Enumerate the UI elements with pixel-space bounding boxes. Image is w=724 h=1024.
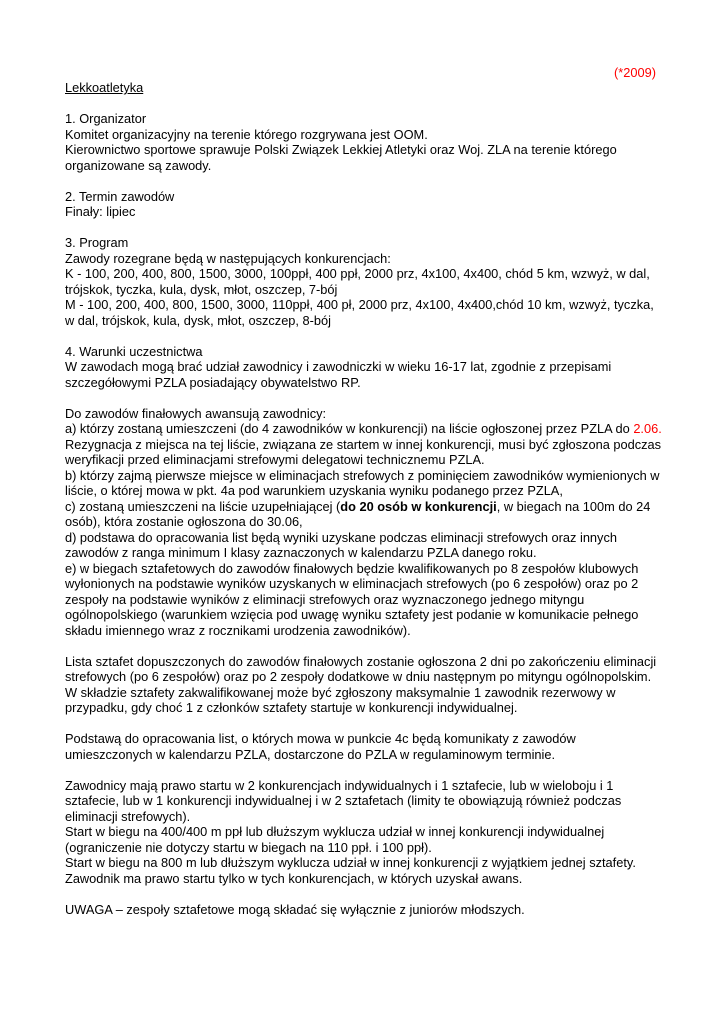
document-body [65, 80, 665, 917]
condition-c-bold: do 20 osób w konkurencji [340, 498, 497, 514]
advance-paragraph: Zawodnik ma prawo startu tylko w tych konkurencjach, w których uzyskał awans. [65, 870, 523, 886]
conditions-intro: W zawodach mogą brać udział zawodnicy i zawodniczki w wieku 16-17 lat, zgodnie z przepisami szczegółowymi PZLA posiadający obywatelstwo RP. [65, 359, 612, 390]
program-heading: 3. Program [65, 235, 129, 250]
condition-a [65, 421, 665, 468]
document-title: Lekkoatletyka [65, 80, 144, 95]
condition-c-text-2: , w biegach na 100m do 24 osób), która zostanie ogłoszona do 30.06, [65, 498, 651, 529]
relay-list-paragraph: Lista sztafet dopuszczonych do zawodów finałowych zostanie ogłoszona 2 dni po zakończeniu eliminacji strefowych (po 6 zespołów) oraz po 2 zespoły dodatkowe w dniu następnym po mityngu ogólnopolskim. [65, 653, 657, 684]
condition-e: e) w biegach sztafetowych do zawodów finałowych będzie kwalifikowanych po 8 zespołów klubowych wyłonionych na podstawie wyników uzyskanych w eliminacjach strefowych (po 6 zespołów) oraz po 2 zespoły na podstawie wyników z eliminacji strefowych oraz wyznaczonego jednego mityngu ogólnopolskiego (warunkiem wzięcia pod uwagę wyniku sztafety jest podanie w komunikacie pełnego składu imiennego wraz z rocznikami urodzenia zawodników). [65, 560, 639, 638]
conditions-heading: 4. Warunki uczestnictwa [65, 343, 203, 359]
year-note: (*2009) [614, 65, 656, 80]
condition-c-text-1: c) zostaną umieszczeni na liście uzupełniającej ( [65, 498, 341, 514]
start-rights-paragraph: Zawodnicy mają prawo startu w 2 konkurencjach indywidualnych i 1 sztafecie, lub w wieloboju i 1 sztafecie, lub w 1 konkurencji indywidualnej i w 2 sztafetach (limity te obowiązują również podczas eliminacji strefowych). [65, 777, 622, 824]
finals-intro: Do zawodów finałowych awansują zawodnicy: [65, 405, 327, 421]
hurdles-paragraph: Start w biegu na 400/400 m ppł lub dłuższym wyklucza udział w innej konkurencji indywidualnej (ograniczenie nie dotyczy startu w biegach na 110 ppł. i 100 ppł). [65, 824, 605, 855]
program-men: M - 100, 200, 400, 800, 1500, 3000, 110ppł, 400 pł, 2000 prz, 4x100, 4x400,chód 10 km, wzwyż, tyczka, w dal, trójskok, kula, dysk, młot, oszczep, 8-bój [65, 297, 654, 328]
basis-paragraph: Podstawą do opracowania list, o których mowa w punkcie 4c będą komunikaty z zawodów umieszczonych w kalendarzu PZLA, dostarczone do PZLA w regulaminowym terminie. [65, 731, 576, 762]
condition-c [65, 499, 665, 530]
run800-paragraph: Start w biegu na 800 m lub dłuższym wyklucza udział w innej konkurencji z wyjątkiem jednej sztafety. [65, 855, 636, 870]
condition-a-text-2: Rezygnacja z miejsca na tej liście, związana ze startem w innej konkurencji, musi być zgłoszona podczas weryfikacji przed eliminacjami strefowymi delegatowi technicznemu PZLA. [65, 436, 662, 467]
note-paragraph: UWAGA – zespoły sztafetowe mogą składać się wyłącznie z juniorów młodszych. [65, 901, 525, 917]
dates-heading: 2. Termin zawodów [65, 188, 175, 204]
condition-b: b) którzy zajmą pierwsze miejsce w eliminacjach strefowych z pominięciem zawodników wymienionych w liście, o której mowa w pkt. 4a pod warunkiem uzyskania wyniku podanego przez PZLA, [65, 467, 660, 498]
program-intro: Zawody rozegrane będą w następujących konkurencjach: [65, 250, 391, 266]
dates-finals: Finały: lipiec [65, 204, 136, 219]
organizer-line-1: Komitet organizacyjny na terenie którego rozgrywana jest OOM. [65, 126, 428, 142]
condition-d: d) podstawa do opracowania list będą wyniki uzyskane podczas eliminacji strefowych oraz innych zawodów z ranga minimum I klasy zaznaczonych w kalendarzu PZLA danego roku. [65, 529, 617, 560]
condition-a-date: 2.06. [633, 421, 662, 436]
organizer-heading: 1. Organizator [65, 111, 147, 126]
reserve-paragraph: W składzie sztafety zakwalifikowanej może być zgłoszony maksymalnie 1 zawodnik rezerwowy w przypadku, gdy choć 1 z członków sztafety startuje w konkurencji indywidualnej. [65, 684, 616, 715]
condition-a-text-1: a) którzy zostaną umieszczeni (do 4 zawodników w konkurencji) na liście ogłoszonej przez PZLA do [65, 421, 634, 436]
organizer-line-2: Kierownictwo sportowe sprawuje Polski Związek Lekkiej Atletyki oraz Woj. ZLA na terenie którego organizowane są zawody. [65, 142, 617, 173]
program-women: K - 100, 200, 400, 800, 1500, 3000, 100ppł, 400 ppł, 2000 prz, 4x100, 4x400, chód 5 km, wzwyż, w dal, trójskok, tyczka, kula, dysk, młot, oszczep, 7-bój [65, 266, 650, 297]
